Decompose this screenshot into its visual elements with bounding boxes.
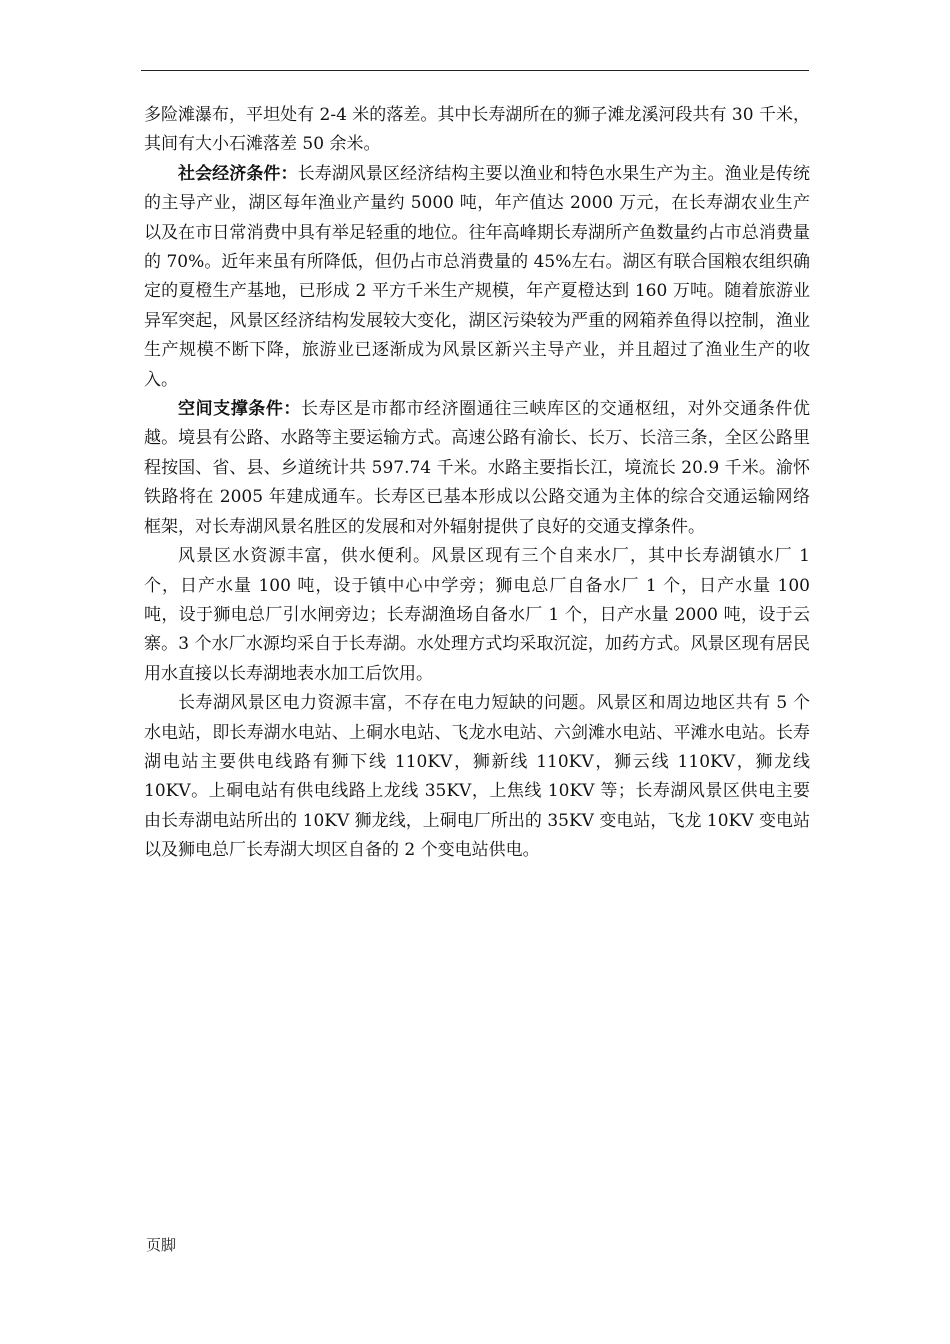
page-footer: 页脚 bbox=[146, 1236, 177, 1254]
paragraph-water-supply bbox=[144, 542, 810, 689]
paragraph-text: 长寿湖风景区电力资源丰富，不存在电力短缺的问题。风景区和周边地区共有 5 个水电站，即长寿湖水电站、上硐水电站、飞龙水电站、六剑滩水电站、平滩水电站。长寿湖电站主要供电线路有狮下线 110KV，狮新线 110KV，狮云线 110KV，狮龙线 10KV。上硐电站有供电线路上龙线 35KV，上焦线 10KV 等；长寿湖风景区供电主要由长寿湖电站所出的 10KV 狮龙线，上硐电厂所出的 35KV 变电站，飞龙 10KV 变电站以及狮电总厂长寿湖大坝区自备的 2 个变电站供电。 bbox=[144, 693, 810, 861]
paragraph-socioeconomic bbox=[144, 160, 810, 395]
paragraph-text: 多险滩瀑布，平坦处有 2-4 米的落差。其中长寿湖所在的狮子滩龙溪河段共有 30 千米，其间有大小石滩落差 50 余米。 bbox=[144, 105, 810, 155]
paragraph-electric-power bbox=[144, 689, 810, 865]
paragraph-text: 长寿湖风景区经济结构主要以渔业和特色水果生产为主。渔业是传统的主导产业，湖区每年渔业产量约 5000 吨，年产值达 2000 万元，在长寿湖农业生产以及在市日常消费中具有举足轻重的地位。往年高峰期长寿湖所产鱼数量约占市总消费量的 70%。近年来虽有所降低，但仍占市总消费量的 45%左右。湖区有联合国粮农组织确定的夏橙生产基地，已形成 2 平方千米生产规模，年产夏橙达到 160 万吨。随着旅游业异军突起，风景区经济结构发展较大变化，湖区污染较为严重的网箱养鱼得以控制，渔业生产规模不断下降，旅游业已逐渐成为风景区新兴主导产业，并且超过了渔业生产的收入。 bbox=[144, 163, 811, 390]
document-body bbox=[144, 101, 810, 866]
paragraph-heading: 社会经济条件： bbox=[178, 163, 298, 184]
header-rule bbox=[141, 70, 809, 71]
paragraph-spatial-support bbox=[144, 395, 810, 542]
paragraph-text: 长寿区是市都市经济圈通往三峡库区的交通枢纽，对外交通条件优越。境县有公路、水路等主要运输方式。高速公路有渝长、长万、长涪三条，全区公路里程按国、省、县、乡道统计共 597.74 千米。水路主要指长江，境流长 20.9 千米。渝怀铁路将在 2005 年建成通车。长寿区已基本形成以公路交通为主体的综合交通运输网络框架，对长寿湖风景名胜区的发展和对外辐射提供了良好的交通支撑条件。 bbox=[144, 399, 810, 537]
paragraph-terrain bbox=[144, 101, 810, 160]
paragraph-text: 风景区水资源丰富，供水便利。风景区现有三个自来水厂，其中长寿湖镇水厂 1 个，日产水量 100 吨，设于镇中心中学旁；狮电总厂自备水厂 1 个，日产水量 100 吨，设于狮电总厂引水闸旁边；长寿湖渔场自备水厂 1 个，日产水量 2000 吨，设于云寨。3 个水厂水源均采自于长寿湖。水处理方式均采取沉淀，加药方式。风景区现有居民用水直接以长寿湖地表水加工后饮用。 bbox=[144, 546, 810, 684]
paragraph-heading: 空间支撑条件： bbox=[178, 399, 301, 420]
